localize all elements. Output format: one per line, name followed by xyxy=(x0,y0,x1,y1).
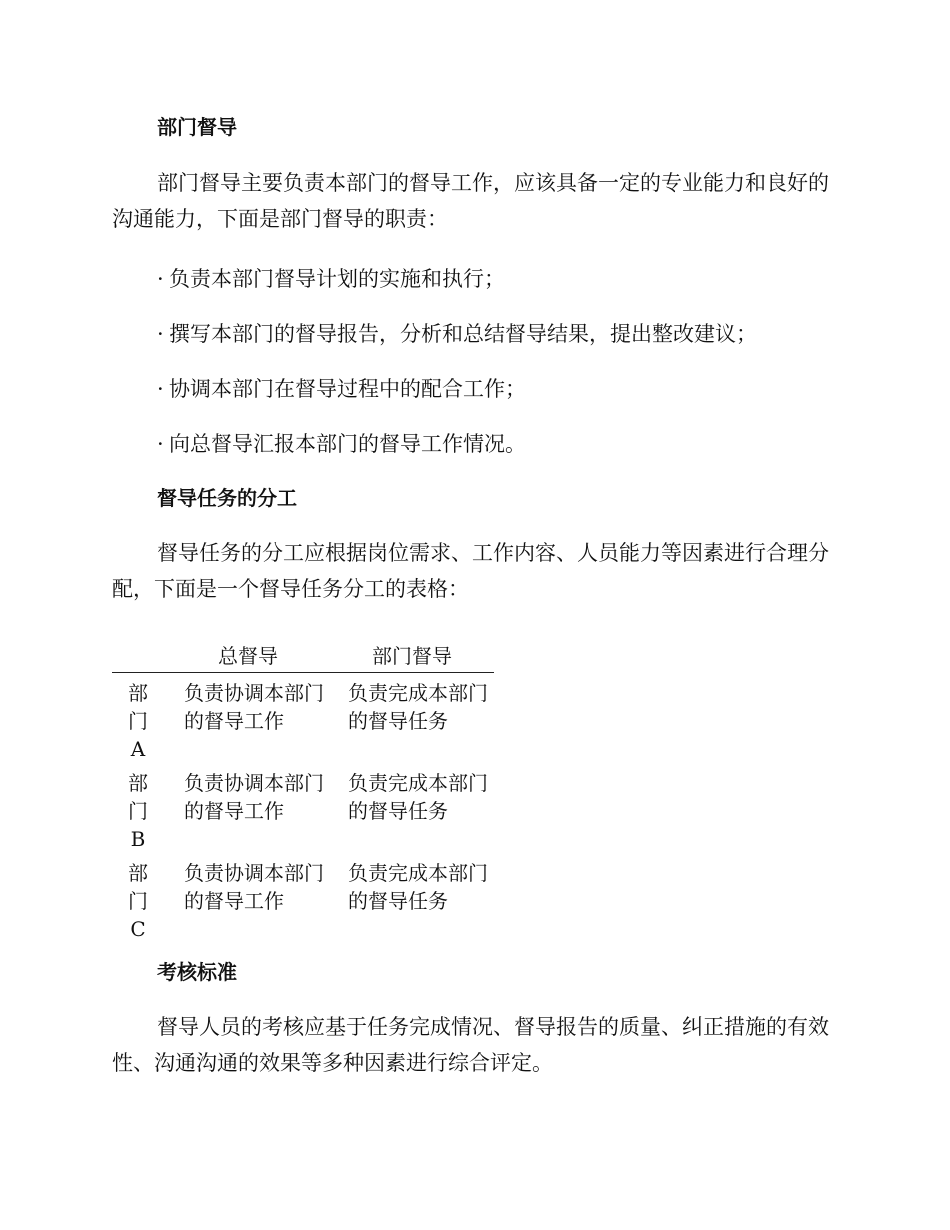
bullet-mark: · xyxy=(157,322,164,346)
table-cell-dept-duty: 负责完成本部门的督导任务 xyxy=(348,771,488,823)
duty-text: 撰写本部门的督导报告，分析和总结督导结果，提出整改建议； xyxy=(169,322,757,346)
table-header-chief: 总督导 xyxy=(218,644,278,668)
duty-item xyxy=(157,431,526,457)
table-cell-chief-duty: 负责协调本部门的督导工作 xyxy=(184,771,324,823)
table-row xyxy=(112,673,494,763)
table-header-dept-supervisor: 部门督导 xyxy=(372,644,452,668)
section-heading-task-division: 督导任务的分工 xyxy=(157,486,297,510)
duty-text: 向总督导汇报本部门的督导工作情况。 xyxy=(169,432,526,456)
task-division-table xyxy=(112,640,494,943)
section-heading-assessment: 考核标准 xyxy=(157,960,237,984)
duty-item xyxy=(157,321,757,347)
duty-item xyxy=(157,376,526,402)
duty-text: 负责本部门督导计划的实施和执行； xyxy=(169,267,505,291)
bullet-mark: · xyxy=(157,267,164,291)
table-header-row xyxy=(112,640,494,673)
table-cell-department: 部门A xyxy=(128,681,148,761)
table-cell-department: 部门C xyxy=(128,861,148,941)
task-division-intro: 督导任务的分工应根据岗位需求、工作内容、人员能力等因素进行合理分配，下面是一个督导任务分工的表格： xyxy=(112,541,829,601)
table-row xyxy=(112,763,494,853)
assessment-text: 督导人员的考核应基于任务完成情况、督导报告的质量、纠正措施的有效性、沟通沟通的效果等多种因素进行综合评定。 xyxy=(112,1015,829,1075)
table-row xyxy=(112,853,494,943)
table-cell-dept-duty: 负责完成本部门的督导任务 xyxy=(348,861,488,913)
duty-text: 协调本部门在督导过程中的配合工作； xyxy=(169,377,526,401)
table-cell-dept-duty: 负责完成本部门的督导任务 xyxy=(348,681,488,733)
section-heading-dept-supervision: 部门督导 xyxy=(157,115,237,139)
table-cell-department: 部门B xyxy=(128,771,148,851)
duty-item xyxy=(157,266,505,292)
bullet-mark: · xyxy=(157,432,164,456)
table-cell-chief-duty: 负责协调本部门的督导工作 xyxy=(184,861,324,913)
bullet-mark: · xyxy=(157,377,164,401)
table-cell-chief-duty: 负责协调本部门的督导工作 xyxy=(184,681,324,733)
dept-supervision-intro: 部门督导主要负责本部门的督导工作，应该具备一定的专业能力和良好的沟通能力，下面是部门督导的职责： xyxy=(112,171,829,231)
